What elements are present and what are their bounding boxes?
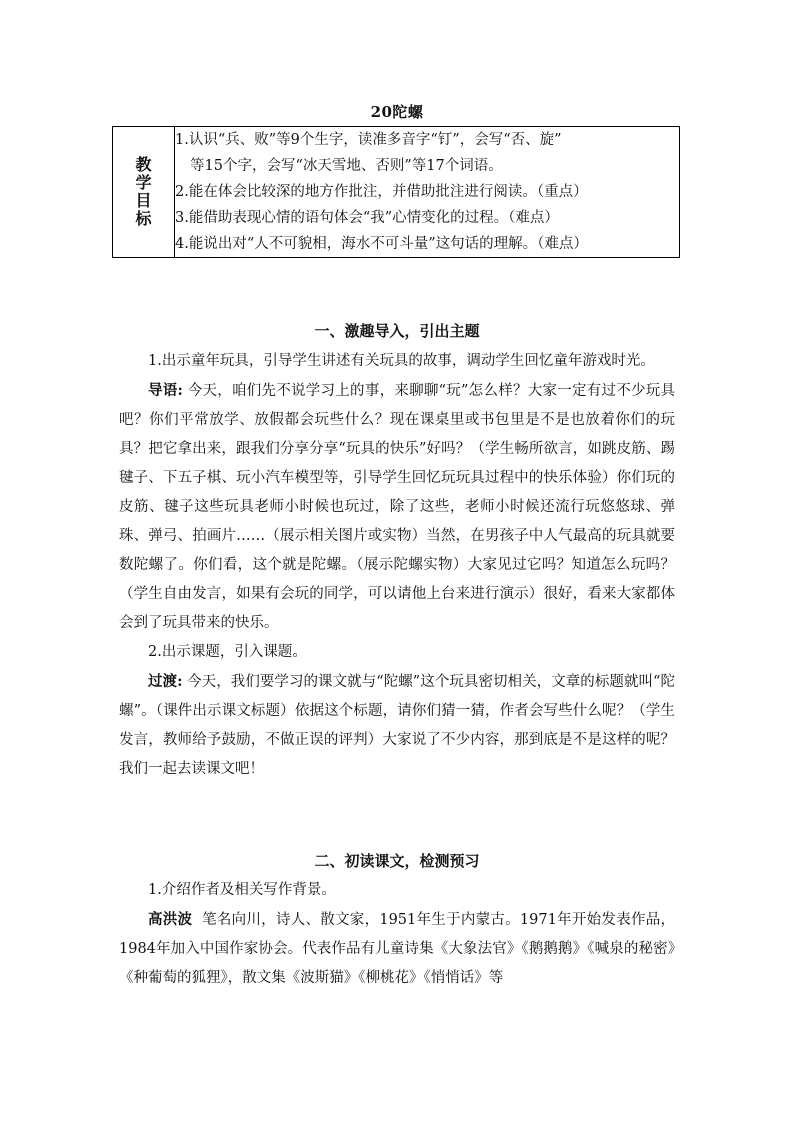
goal-item-1: 1.认识“兵、败”等9个生字，读准多音字“钉”，会写“否、旋” [175, 132, 562, 148]
paragraph-intro-speech [119, 376, 675, 638]
teaching-goals-label: 教学目标 [135, 155, 152, 228]
goal-item-2: 2.能在体会比较深的地方作批注，并借助批注进行阅读。（重点） [175, 184, 588, 200]
author-bio-text: 笔名向川，诗人、散文家，1951年生于内蒙古。1971年开始发表作品，1984年加入中国作家协会。代表作品有儿童诗集《大象法官》《鹅鹅鹅》《喊泉的秘密》《种葡萄的狐狸》，散文集《波斯猫》《柳桃花》《悄悄话》等 [119, 912, 676, 986]
section-heading-1: 一、激趣导入，引出主题 [314, 322, 480, 340]
teaching-goals-content [175, 127, 680, 258]
paragraph-show-topic: 2.出示课题，引入课题。 [148, 644, 307, 660]
paragraph-author-intro: 1.介绍作者及相关写作背景。 [148, 882, 336, 898]
transition-label: 过渡: [148, 673, 183, 690]
paragraph-author-bio [119, 905, 675, 993]
goal-item-1-continued: 等15个字，会写“冰天雪地、否则”等17个词语。 [190, 158, 503, 174]
section-2-body [119, 876, 675, 993]
paragraph-show-toys: 1.出示童年玩具，引导学生讲述有关玩具的故事，调动学生回忆童年游戏时光。 [148, 353, 655, 369]
section-heading-2: 二、初读课文，检测预习 [314, 852, 480, 870]
teaching-goals-table [112, 126, 680, 258]
teaching-goals-label-cell [113, 127, 175, 258]
paragraph-transition [119, 667, 675, 784]
author-name: 高洪波 [148, 911, 193, 928]
transition-text: 今天，我们要学习的课文就与“陀螺”这个玩具密切相关，文章的标题就叫“陀螺”。（课件出示课文标题）依据这个标题，请你们猜一猜，作者会写些什么呢？（学生发言，教师给予鼓励，不做正误的评判）大家说了不少内容，那到底是不是这样的呢？我们一起去读课文吧！ [119, 674, 675, 777]
section-1-body [119, 347, 675, 784]
page-title: 20陀螺 [370, 103, 424, 121]
goal-item-4: 4.能说出对“人不可貌相，海水不可斗量”这句话的理解。（难点） [175, 236, 588, 252]
intro-label: 导语: [148, 382, 183, 399]
goal-item-3: 3.能借助表现心情的语句体会“我”心情变化的过程。（难点） [175, 210, 559, 226]
intro-text: 今天，咱们先不说学习上的事，来聊聊“玩”怎么样？大家一定有过不少玩具吧？你们平常放学、放假都会玩些什么？现在课桌里或书包里是不是也放着你们的玩具？把它拿出来，跟我们分享分享“玩具的快乐”好吗？（学生畅所欲言，如跳皮筋、踢毽子、下五子棋、玩小汽车模型等，引导学生回忆玩玩具过程中的快乐体验）你们玩的皮筋、毽子这些玩具老师小时候也玩过，除了这些，老师小时候还流行玩悠悠球、弹珠、弹弓、拍画片……（展示相关图片或实物）当然，在男孩子中人气最高的玩具就要数陀螺了。你们看，这个就是陀螺。（展示陀螺实物）大家见过它吗？知道怎么玩吗？（学生自由发言，如果有会玩的同学，可以请他上台来进行演示）很好，看来大家都体会到了玩具带来的快乐。 [119, 383, 676, 631]
